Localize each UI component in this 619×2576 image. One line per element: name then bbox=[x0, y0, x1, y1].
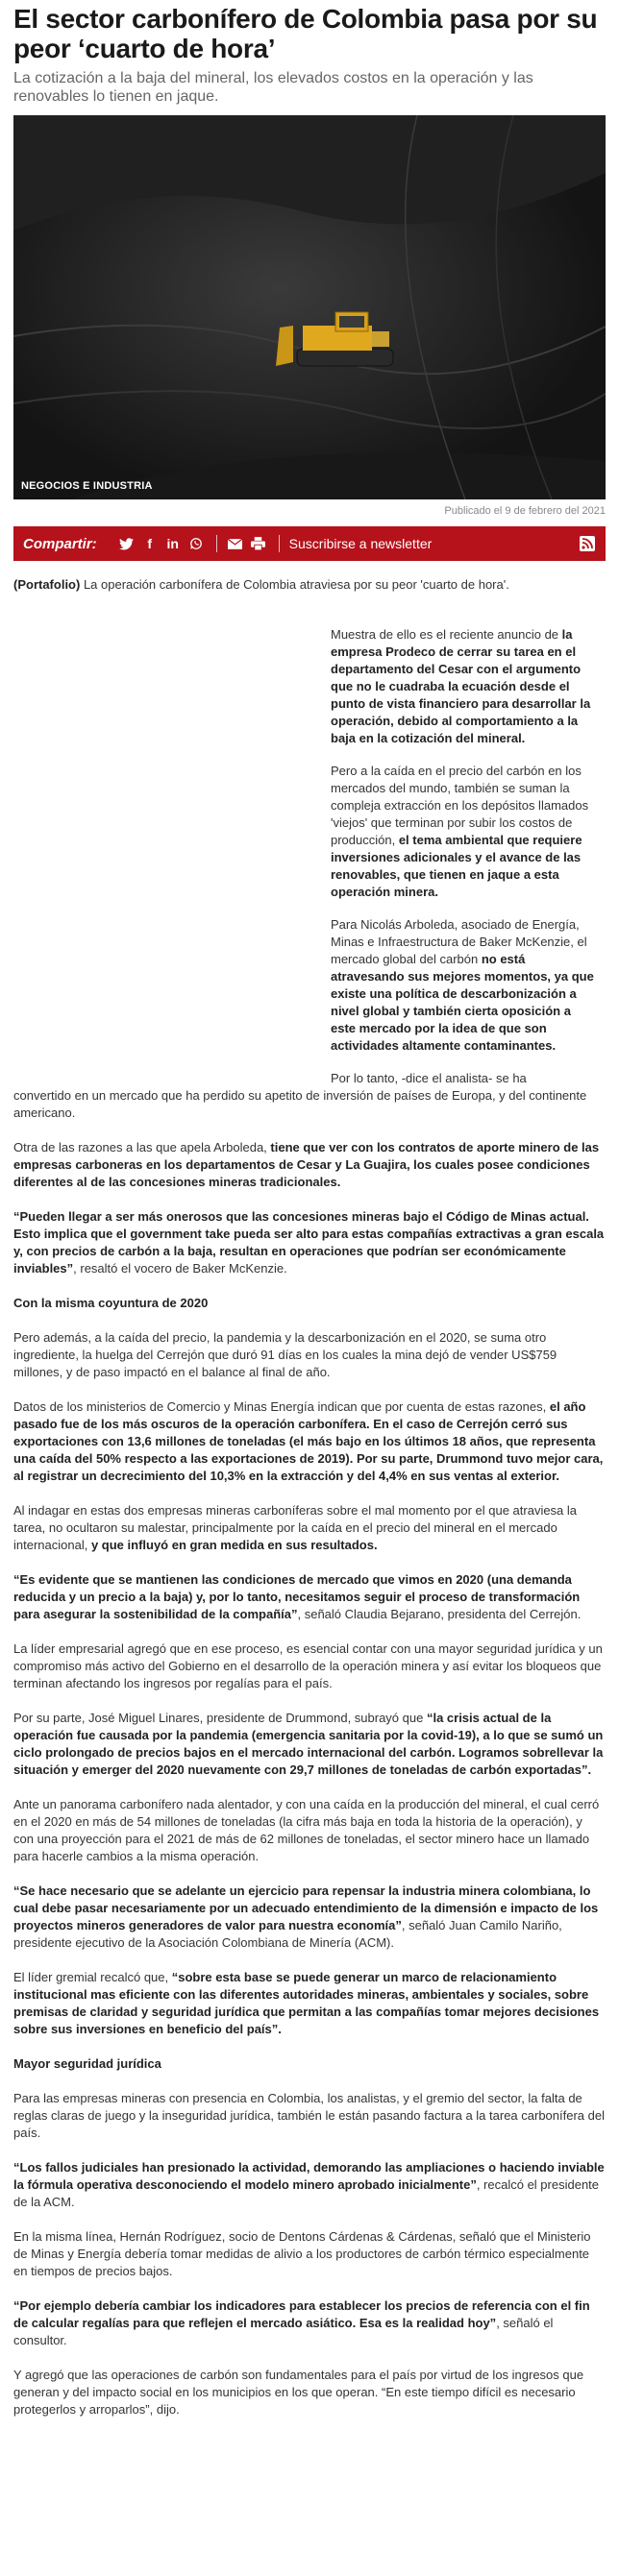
paragraph-19: En la misma línea, Hernán Rodríguez, socio de Dentons Cárdenas & Cárdenas, señaló que el Ministerio de Minas y Energía debería tomar medidas de alivio a los productores de carbón térmico especialmente en tiempos de precios bajos. bbox=[13, 2229, 591, 2278]
twitter-icon[interactable] bbox=[118, 535, 136, 552]
paragraph-8: Pero además, a la caída del precio, la pandemia y la descarbonización en el 2020, se suma otro ingrediente, la huelga del Cerrejón que duró 91 días en los cuales la mina dejó de vender US$759 millones, y de paso impactó en el balance al final de año. bbox=[13, 1330, 557, 1379]
paragraph-12: La líder empresarial agregó que en ese proceso, es esencial contar con una mayor seguridad jurídica y un compromiso más activo del Gobierno en el desarrollo de la operación minera y así evitar los bloqueos que terminan afectando los ingresos por regalías para el país. bbox=[13, 1641, 603, 1690]
headline: El sector carbonífero de Colombia pasa por su peor ‘cuarto de hora’ bbox=[13, 4, 598, 63]
paragraph-21: Y agregó que las operaciones de carbón son fundamentales para el país por virtud de los ingresos que generan y del impacto social en los municipios en los que operan. “En este tiempo difícil es necesario protegerlos y arroparlos”, dijo. bbox=[13, 2368, 584, 2417]
paragraph-3: Pero a la caída en el precio del carbón en los mercados del mundo, también se suman la compleja extracción en los depósitos llamados 'viejos' que terminan por subir los costos de producción, el tema ambiental que requiere inversiones adicionales y el avance de las renovables, que tienen en jaque a esta operación minera. bbox=[331, 764, 589, 899]
paragraph-15: “Se hace necesario que se adelante un ejercicio para repensar la industria minera colombiana, lo cual debe pasar necesariamente por un adecuado entendimiento de la dimensión e impacto de los proyectos mineros generadores de valor para nuestra economía”, señaló Juan Camilo Nariño, presidente ejecutivo de la Asociación Colombiana de Minería (ACM). bbox=[13, 1883, 599, 1950]
paragraph-5-start: Por lo tanto, -dice el analista- se ha bbox=[331, 1071, 527, 1085]
email-icon[interactable] bbox=[227, 535, 244, 552]
paragraph-6: Otra de las razones a las que apela Arboleda, tiene que ver con los contratos de aporte minero de las empresas carboneras en los departamentos de Cesar y La Guajira, los cuales posee condiciones diferentes al de las concesiones mineras tradicionales. bbox=[13, 1140, 600, 1189]
section-heading-1: Con la misma coyuntura de 2020 bbox=[13, 1296, 209, 1310]
paragraph-7: “Pueden llegar a ser más onerosos que las concesiones mineras bajo el Código de Minas actual. Esto implica que el government take pueda ser alto para estas compañías extractivas a gran escala y, con precios de carbón a la baja, resultan en operaciones que podrían ser económicamente inviables”, resaltó el vocero de Baker McKenzie. bbox=[13, 1209, 605, 1276]
bulldozer-on-coal-image bbox=[13, 115, 606, 499]
paragraph-16: El líder gremial recalcó que, “sobre esta base se puede generar un marco de relacionamiento institucional mas eficiente con las diferentes autoridades mineras, ambientales y sociales, sobre premisas de claridad y seguridad jurídica que permitan a las compañías tomar mejores decisiones sobre sus inversiones en beneficio del país”. bbox=[13, 1970, 600, 2036]
paragraph-11: “Es evidente que se mantienen las condiciones de mercado que vimos en 2020 (una demanda reducida y un precio a la baja) y, por lo tanto, necesitamos seguir el proceso de transformación para asegurar la sostenibilidad de la compañía”, señaló Claudia Bejarano, presidenta del Cerrejón. bbox=[13, 1572, 582, 1621]
publish-date: Publicado el 9 de febrero del 2021 bbox=[444, 505, 606, 517]
paragraph-9: Datos de los ministerios de Comercio y Minas Energía indican que por cuenta de estas razones, el año pasado fue de los más oscuros de la operación carbonífera. En el caso de Cerrejón cerró sus exportaciones con 13,6 millones de toneladas (el más bajo en los últimos 18 años, que representa una caída del 50% respecto a las exportaciones de 2019). Por su parte, Drummond tuvo mejor cara, al registrar un decrecimiento del 10,3% en la extracción y del 4,4% en sus ventas al exterior. bbox=[13, 1399, 604, 1483]
share-label: Compartir: bbox=[23, 535, 97, 552]
article-body bbox=[13, 576, 606, 2418]
side-column bbox=[331, 626, 596, 1087]
paragraph-14: Ante un panorama carbonífero nada alentador, y con una caída en la producción del mineral, el cual cerró en el 2020 en más de 54 millones de toneladas (la cifra más baja en toda la historia de la operación), y con una proyección para el 2021 de más de 62 millones de toneladas, el sector minero hace un llamado para hacerle cambios a la misma operación. bbox=[13, 1797, 600, 1863]
share-divider bbox=[216, 535, 217, 552]
paragraph-4: Para Nicolás Arboleda, asociado de Energía, Minas e Infraestructura de Baker McKenzie, el mercado global del carbón no está atravesando sus mejores momentos, ya que existe una política de descarbonización a nivel global y también cierta oposición a este mercado por la idea de que son actividades altamente contaminantes. bbox=[331, 917, 594, 1053]
image-caption: NEGOCIOS E INDUSTRIA bbox=[21, 480, 153, 492]
paragraph-17: Para las empresas mineras con presencia en Colombia, los analistas, y el gremio del sector, la falta de reglas claras de juego y la inseguridad jurídica, también le están pasando factura a la tarea carbonífera del país. bbox=[13, 2091, 605, 2140]
facebook-icon[interactable]: f bbox=[147, 536, 152, 551]
share-divider-2 bbox=[279, 535, 280, 552]
print-icon[interactable] bbox=[250, 535, 267, 552]
share-bar bbox=[13, 526, 606, 561]
subheadline: La cotización a la baja del mineral, los elevados costos en la operación y las renovables lo tienen en jaque. bbox=[13, 70, 533, 105]
whatsapp-icon[interactable] bbox=[187, 535, 205, 552]
paragraph-1: (Portafolio) La operación carbonífera de Colombia atraviesa por su peor 'cuarto de hora'. bbox=[13, 577, 509, 592]
linkedin-icon[interactable]: in bbox=[166, 536, 179, 551]
paragraph-2: Muestra de ello es el reciente anuncio de la empresa Prodeco de cerrar su tarea en el departamento del Cesar con el argumento que no le cuadraba la ecuación desde el punto de vista financiero para desarrollar la operación, debido al comportamiento a la baja en la cotización del mineral. bbox=[331, 627, 591, 745]
paragraph-18: “Los fallos judiciales han presionado la actividad, demorando las ampliaciones o haciendo inviable la fórmula operativa desconociendo el modelo minero aprobado inicialmente”, recalcó el presidente de la ACM. bbox=[13, 2160, 605, 2209]
hero-image bbox=[13, 115, 606, 499]
paragraph-13: Por su parte, José Miguel Linares, presidente de Drummond, subrayó que “la crisis actual de la operación fue causada por la pandemia (emergencia sanitaria por la covid-19), a lo que se sumó un ciclo prolongado de precios bajos en el mercado internacional del carbón. Logramos sobrellevar la situación y emerger del 2020 nuevamente con 29,7 millones de toneladas de carbón exportadas”. bbox=[13, 1711, 604, 1777]
rss-icon[interactable] bbox=[579, 535, 596, 552]
paragraph-20: “Por ejemplo debería cambiar los indicadores para establecer los precios de referencia con el fin de calcular regalías para que reflejen el mercado asiático. Esa es la realidad hoy”, señaló el consultor. bbox=[13, 2298, 590, 2347]
newsletter-link[interactable]: Suscribirse a newsletter bbox=[288, 536, 433, 551]
paragraph-10: Al indagar en estas dos empresas mineras carboníferas sobre el mal momento por el que atraviesa la tarea, no ocultaron su malestar, principalmente por la caída en el precio del mineral en el mercado internacional, y que influyó en gran medida en sus resultados. bbox=[13, 1503, 578, 1552]
section-heading-2: Mayor seguridad jurídica bbox=[13, 2056, 161, 2071]
paragraph-5-end: convertido en un mercado que ha perdido su apetito de inversión de países de Europa, y del continente americano. bbox=[13, 1088, 587, 1120]
